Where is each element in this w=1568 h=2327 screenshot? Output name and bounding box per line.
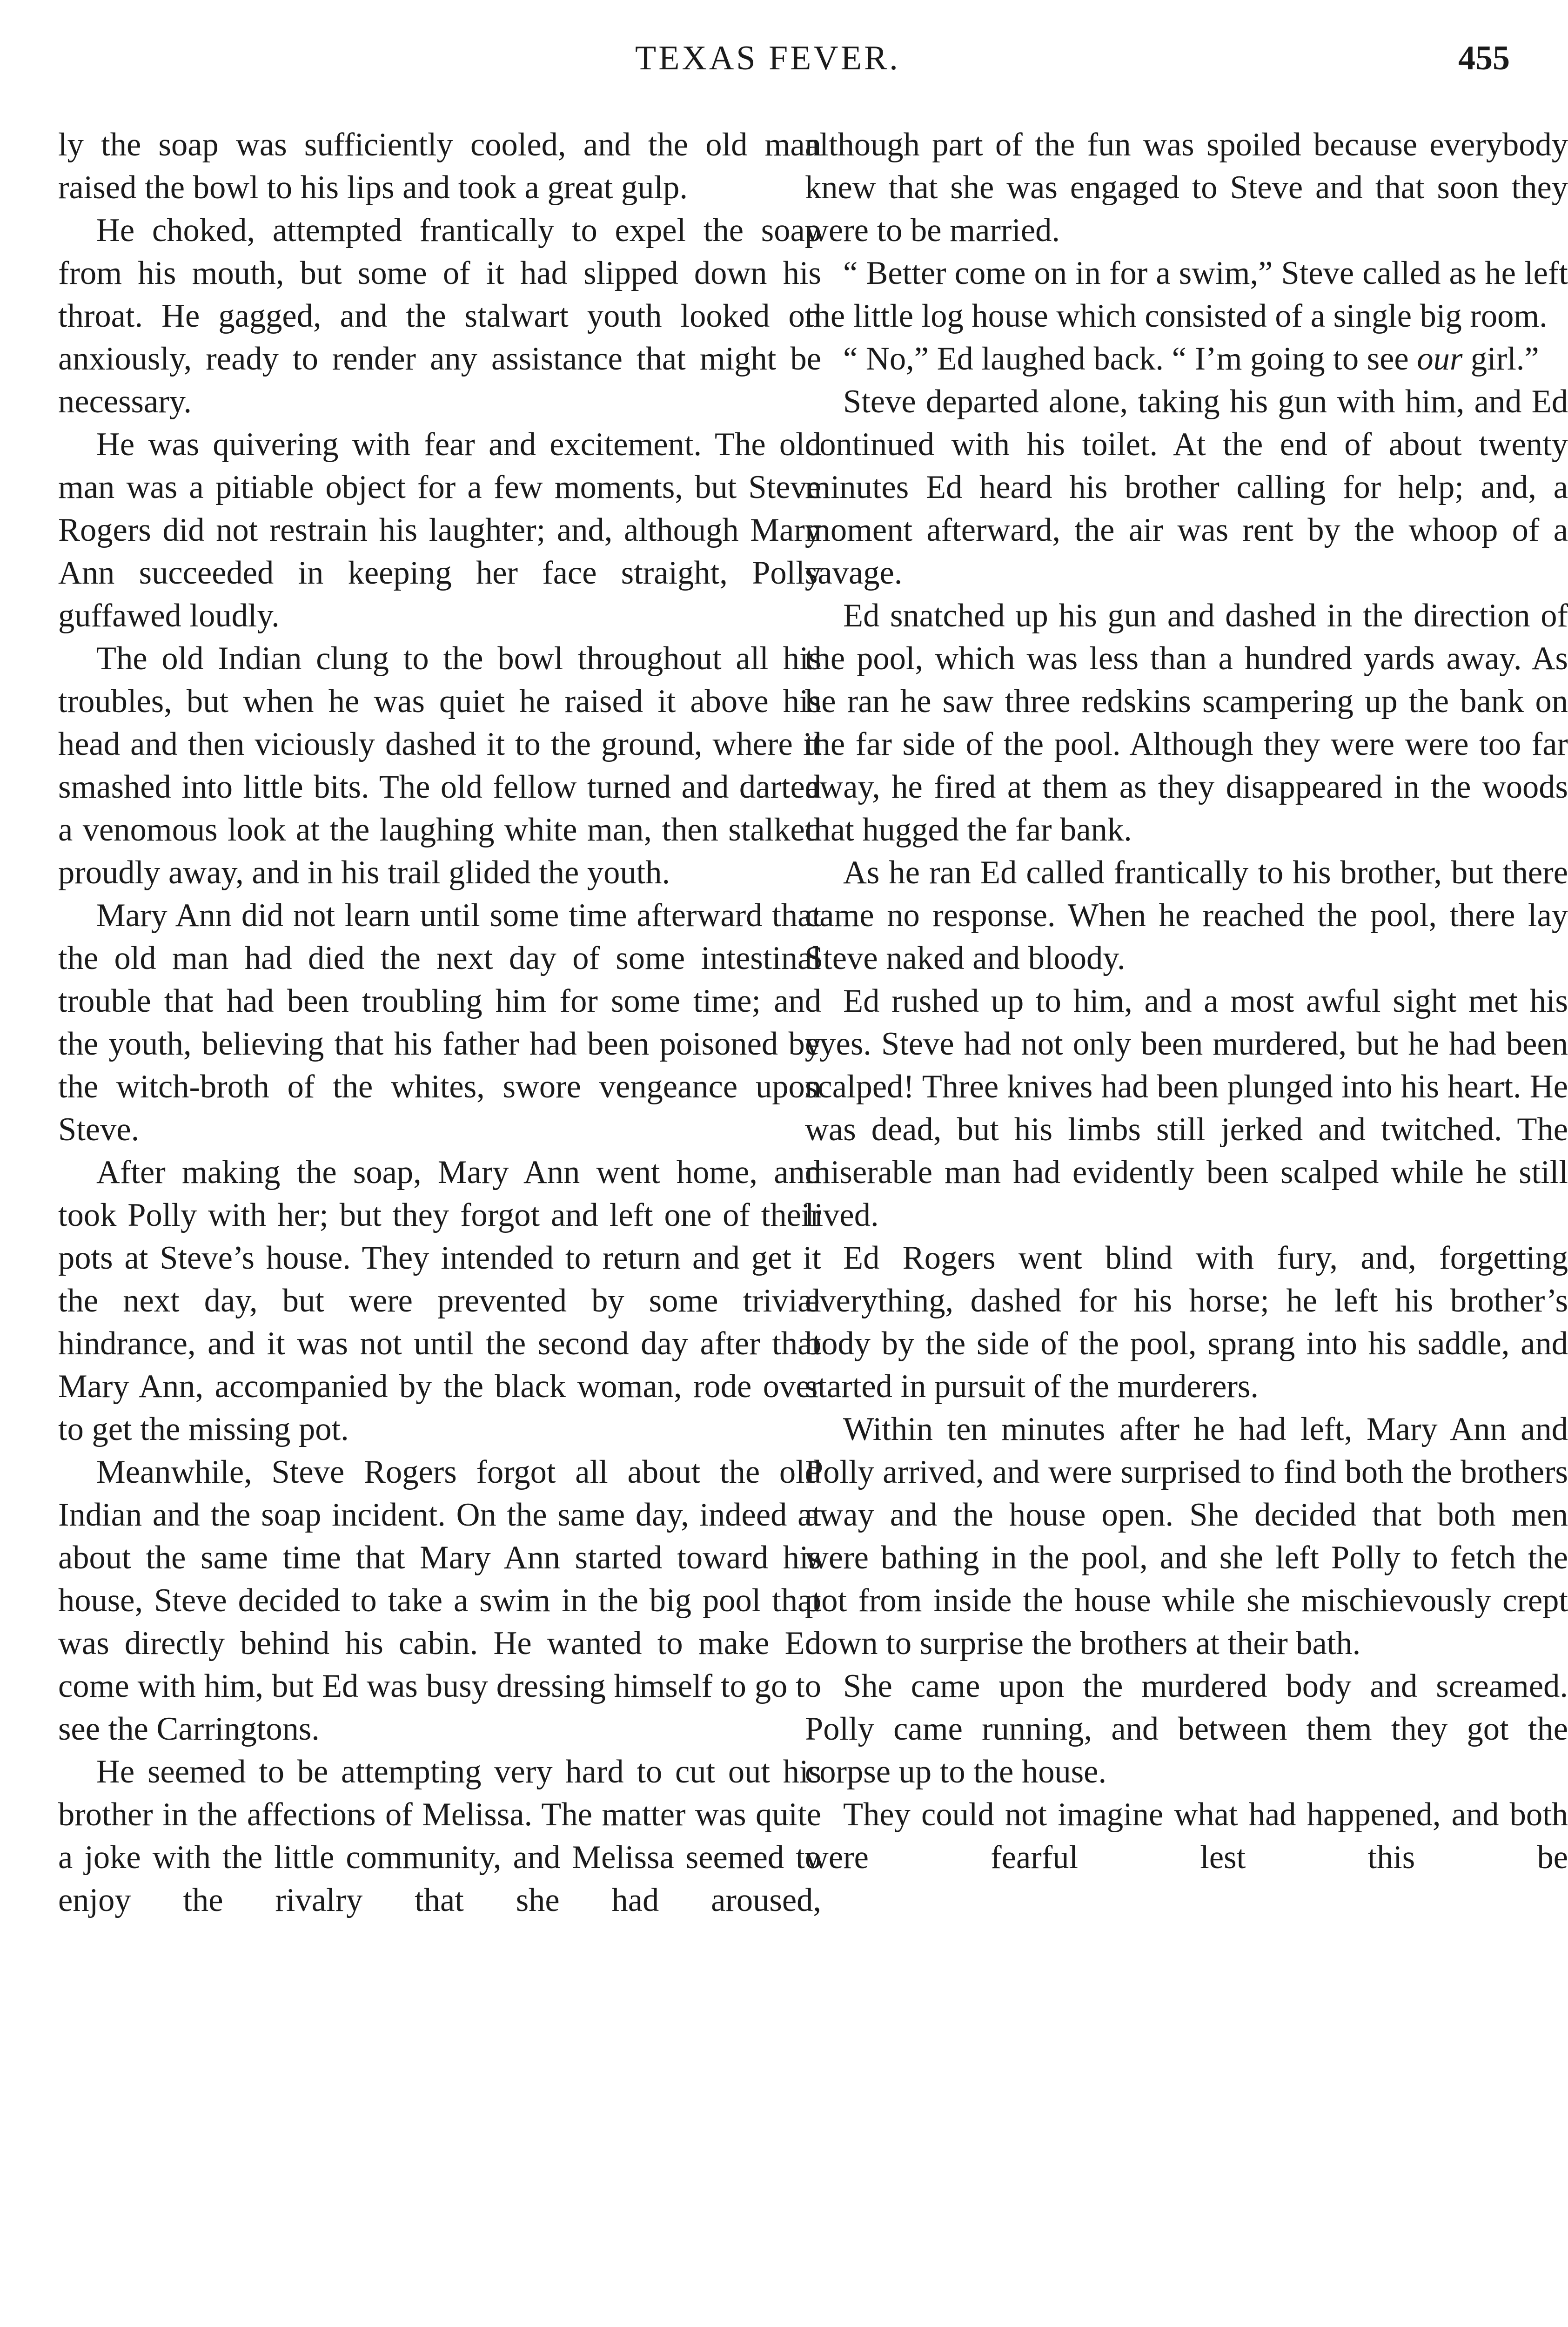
paragraph: Ed snatched up his gun and dashed in the direction of the pool, which was less than a hundred yards away. As he ran he saw three redskins scampering up the bank on the far side of the pool. Although they were were too far away, he fired at them as they disappeared in the woods that hugged the far bank. xyxy=(805,598,1568,848)
paragraph: ly the soap was sufficiently cooled, and the old man raised the bowl to his lips and took a great gulp. xyxy=(58,127,821,206)
paragraph xyxy=(805,337,1568,380)
paragraph: He was quivering with fear and excitement. The old man was a pitiable object for a few moments, but Steve Rogers did not restrain his laughter; and, although Mary Ann succeeded in keeping her face straight, Polly guffawed loudly. xyxy=(58,426,821,634)
paragraph: “ Better come on in for a swim,” Steve called as he left the little log house which consisted of a single big room. xyxy=(805,255,1568,334)
paragraph: He seemed to be attempting very hard to cut out his brother in the affections of Melissa. The matter was quite a joke with the little community, and Melissa seemed to enjoy the rivalry that she had aroused, xyxy=(58,1754,821,1918)
paragraph: Meanwhile, Steve Rogers forgot all about the old Indian and the soap incident. On the same day, indeed at about the same time that Mary Ann started toward his house, Steve decided to take a swim in the big pool that was directly behind his cabin. He wanted to make Ed come with him, but Ed was busy dressing himself to go to see the Carringtons. xyxy=(58,1454,821,1747)
paragraph: As he ran Ed called frantically to his brother, but there came no response. When he reached the pool, there lay Steve naked and bloody. xyxy=(805,854,1568,976)
paragraph-text: “ No,” Ed laughed back. “ I’m going to see xyxy=(843,341,1417,377)
paragraph: He choked, attempted frantically to expel the soap from his mouth, but some of it had slipped down his throat. He gagged, and the stalwart youth looked on anxiously, ready to render any assistance that might be necessary. xyxy=(58,212,821,420)
paragraph: The old Indian clung to the bowl throughout all his troubles, but when he was quiet he raised it above his head and then viciously dashed it to the ground, where it smashed into little bits. The old fellow turned and darted a venomous look at the laughing white man, then stalked proudly away, and in his trail glided the youth. xyxy=(58,640,821,891)
running-title: TEXAS FEVER. xyxy=(635,39,900,77)
paragraph: Mary Ann did not learn until some time afterward that the old man had died the next day of some intestinal trouble that had been troubling him for some time; and the youth, believing that his father had been poisoned by the witch-broth of the whites, swore vengeance upon Steve. xyxy=(58,897,821,1148)
paragraph: Within ten minutes after he had left, Mary Ann and Polly arrived, and were surprised to find both the brothers away and the house open. She decided that both men were bathing in the pool, and she left Polly to fetch the pot from inside the house while she mischievously crept down to surprise the brothers at their bath. xyxy=(805,1411,1568,1661)
paragraph: She came upon the murdered body and screamed. Polly came running, and between them they got the corpse up to the house. xyxy=(805,1668,1568,1790)
paragraph: Ed rushed up to him, and a most awful sight met his eyes. Steve had not only been murdered, but he had been scalped! Three knives had been plunged into his heart. He was dead, but his limbs still jerked and twitched. The miserable man had evidently been scalped while he still lived. xyxy=(805,983,1568,1233)
page-number: 455 xyxy=(1458,39,1510,77)
left-column xyxy=(58,123,821,1922)
paragraph: although part of the fun was spoiled because everybody knew that she was engaged to Steve and that soon they were to be married. xyxy=(805,127,1568,249)
paragraph: Ed Rogers went blind with fury, and, forgetting everything, dashed for his horse; he left his brother’s body by the side of the pool, sprang into his saddle, and started in pursuit of the murderers. xyxy=(805,1240,1568,1405)
paragraph: After making the soap, Mary Ann went home, and took Polly with her; but they forgot and left one of their pots at Steve’s house. They intended to return and get it the next day, but were prevented by some trivial hindrance, and it was not until the second day after that Mary Ann, accompanied by the black woman, rode over to get the missing pot. xyxy=(58,1154,821,1447)
right-column xyxy=(805,123,1568,1879)
paragraph: They could not imagine what had happened, and both were fearful lest this be xyxy=(805,1796,1568,1876)
emphasis: our xyxy=(1417,341,1463,377)
paragraph: Steve departed alone, taking his gun with him, and Ed continued with his toilet. At the end of about twenty minutes Ed heard his brother calling for help; and, a moment afterward, the air was rent by the whoop of a savage. xyxy=(805,383,1568,591)
paragraph-text: girl.” xyxy=(1462,341,1539,377)
